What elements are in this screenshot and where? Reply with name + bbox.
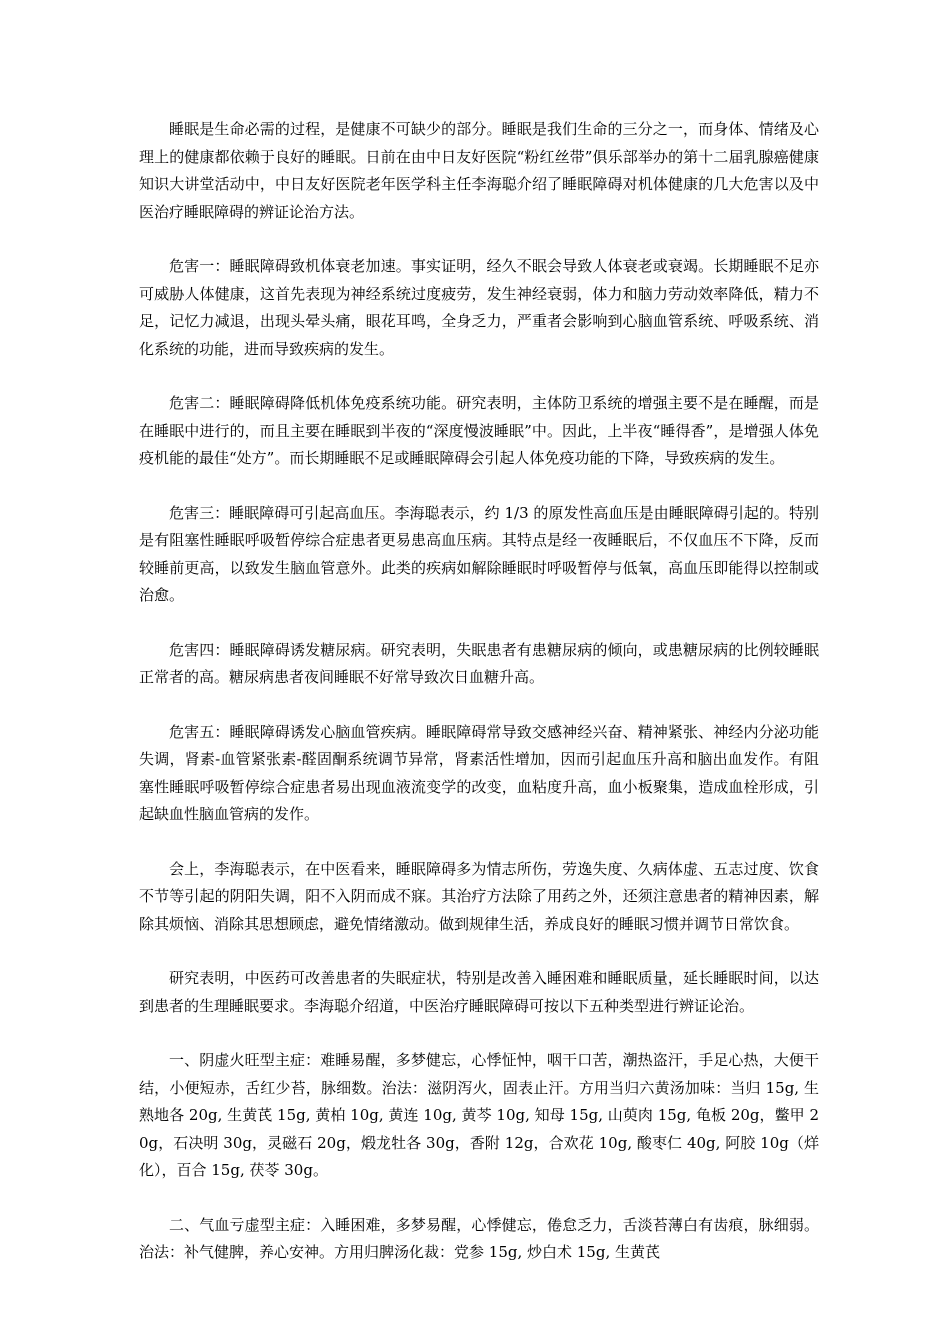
- paragraph-type-1: 一、阴虚火旺型主症：难睡易醒，多梦健忘，心悸怔忡，咽干口苦，潮热盗汗，手足心热，大便干结，小便短赤，舌红少苔，脉细数。治法：滋阴泻火，固表止汗。方用当归六黄汤加味：当归 15g, 生熟地各 20g, 生黄芪 15g, 黄柏 10g, 黄连 10g, 黄芩 10g, 知母 15g, 山萸肉 15g, 龟板 20g，鳖甲 20g，石决明 30g，灵磁石 20g，煅龙牡各 30g，香附 12g，合欢花 10g, 酸枣仁 40g, 阿胶 10g（烊化），百合 15g, 茯苓 30g。: [139, 1051, 819, 1179]
- paragraph-harm-1: 危害一：睡眠障碍致机体衰老加速。事实证明，经久不眠会导致人体衰老或衰竭。长期睡眠不足亦可威胁人体健康，这首先表现为神经系统过度疲劳，发生神经衰弱，体力和脑力劳动效率降低，精力不足，记忆力减退，出现头晕头痛，眼花耳鸣，全身乏力，严重者会影响到心脑血管系统、呼吸系统、消化系统的功能，进而导致疾病的发生。: [139, 257, 819, 358]
- paragraph-type-2: 二、气血亏虚型主症：入睡困难，多梦易醒，心悸健忘，倦怠乏力，舌淡苔薄白有齿痕，脉细弱。治法：补气健脾，养心安神。方用归脾汤化裁：党参 15g, 炒白术 15g, 生黄芪: [139, 1215, 819, 1261]
- paragraph-harm-2: 危害二：睡眠障碍降低机体免疫系统功能。研究表明，主体防卫系统的增强主要不是在睡醒，而是在睡眠中进行的，而且主要在睡眠到半夜的“深度慢波睡眠”中。因此，上半夜“睡得香”，是增强人体免疫机能的最佳“处方”。而长期睡眠不足或睡眠障碍会引起人体免疫功能的下降，导致疾病的发生。: [139, 394, 819, 467]
- paragraph-harm-4: 危害四：睡眠障碍诱发糖尿病。研究表明，失眠患者有患糖尿病的倾向，或患糖尿病的比例较睡眠正常者的高。糖尿病患者夜间睡眠不好常导致次日血糖升高。: [139, 640, 819, 686]
- paragraph-intro: 睡眠是生命必需的过程，是健康不可缺少的部分。睡眠是我们生命的三分之一，而身体、情绪及心理上的健康都依赖于良好的睡眠。日前在由中日友好医院“粉红丝带”俱乐部举办的第十二届乳腺癌健康知识大讲堂活动中，中日友好医院老年医学科主任李海聪介绍了睡眠障碍对机体健康的几大危害以及中医治疗睡眠障碍的辨证论治方法。: [139, 120, 819, 221]
- paragraph-research: 研究表明，中医药可改善患者的失眠症状，特别是改善入睡困难和睡眠质量，延长睡眠时间，以达到患者的生理睡眠要求。李海聪介绍道，中医治疗睡眠障碍可按以下五种类型进行辨证论治。: [139, 969, 819, 1015]
- paragraph-tcm-view: 会上，李海聪表示，在中医看来，睡眠障碍多为情志所伤，劳逸失度、久病体虚、五志过度、饮食不节等引起的阴阳失调，阳不入阴而成不寐。其治疗方法除了用药之外，还须注意患者的精神因素，解除其烦恼、消除其思想顾虑，避免情绪激动。做到规律生活，养成良好的睡眠习惯并调节日常饮食。: [139, 859, 819, 933]
- paragraph-harm-3: 危害三：睡眠障碍可引起高血压。李海聪表示，约 1/3 的原发性高血压是由睡眠障碍引起的。特别是有阻塞性睡眠呼吸暂停综合症患者更易患高血压病。其特点是经一夜睡眠后，不仅血压不下降，反而较睡前更高，以致发生脑血管意外。此类的疾病如解除睡眠时呼吸暂停与低氧，高血压即能得以控制或治愈。: [139, 503, 819, 604]
- document-body: [139, 116, 819, 1294]
- paragraph-harm-5: 危害五：睡眠障碍诱发心脑血管疾病。睡眠障碍常导致交感神经兴奋、精神紧张、神经内分泌功能失调，肾素-血管紧张素-醛固酮系统调节异常，肾素活性增加，因而引起血压升高和脑出血发作。有阻塞性睡眠呼吸暂停综合症患者易出现血液流变学的改变，血粘度升高，血小板聚集，造成血栓形成，引起缺血性脑血管病的发作。: [139, 722, 819, 823]
